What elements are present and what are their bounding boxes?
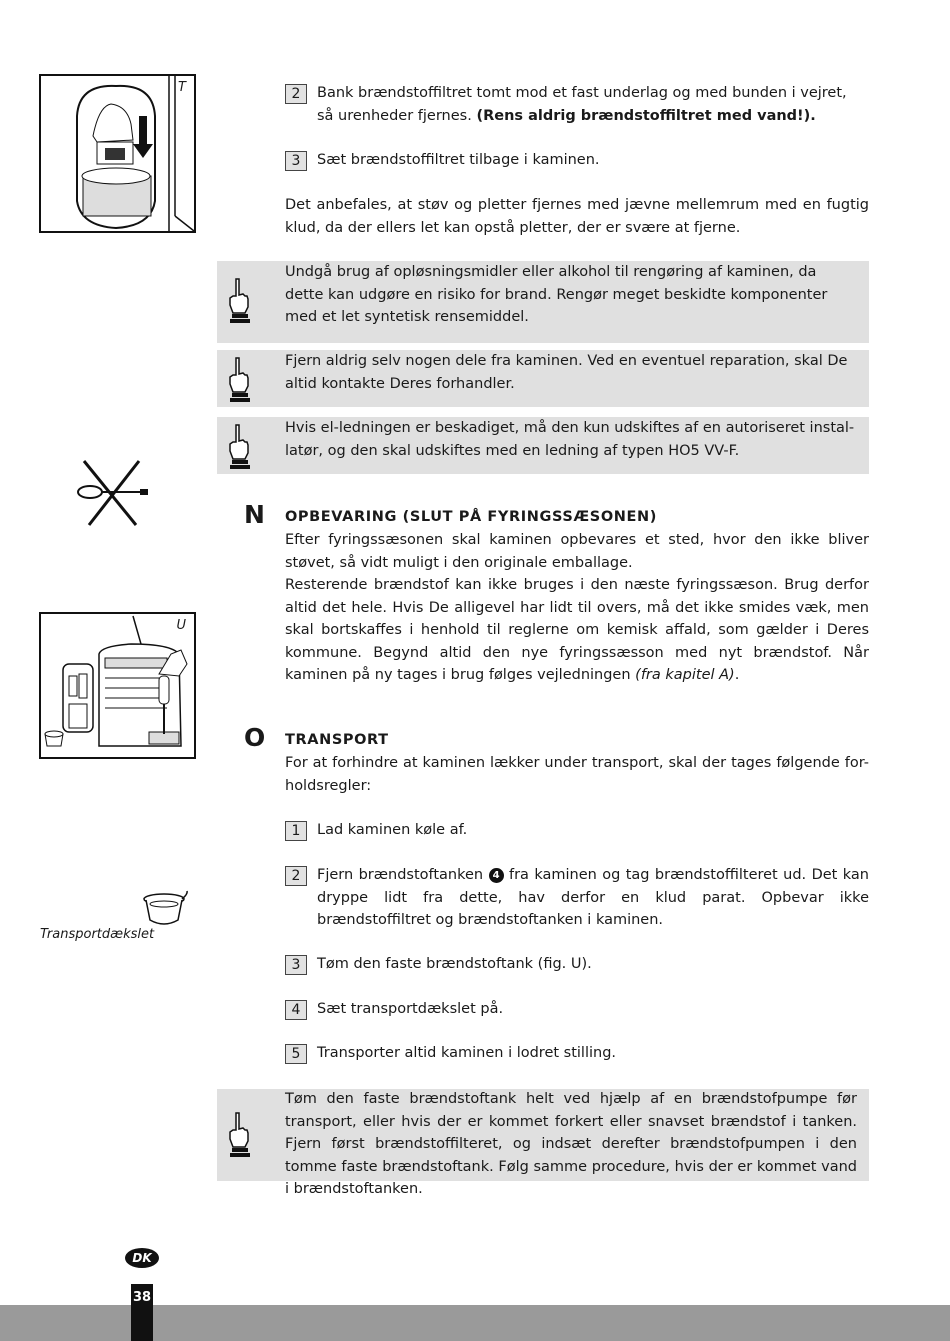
pointing-hand-icon xyxy=(223,1111,253,1159)
step-number: 4 xyxy=(285,1000,307,1020)
paragraph-end: . xyxy=(734,667,740,683)
tank-number-badge: 4 xyxy=(489,868,504,883)
warning-box xyxy=(217,1089,869,1197)
section-paragraph xyxy=(285,574,869,687)
step-text: Lad kaminen køle af. xyxy=(317,822,468,838)
warning-text: Fjern aldrig selv nogen dele fra kaminen. Ved en eventuel reparation, skal De altid kontakte Deres forhandler. xyxy=(285,353,848,392)
pointing-hand-icon xyxy=(223,423,253,471)
section-paragraph: For at forhindre at kaminen lækker under transport, skal der tages følgende for-holdsregler: xyxy=(285,755,869,794)
paragraph-dust: Det anbefales, at støv og pletter fjernes med jævne mellemrum med en fugtig klud, da der ellers let kan opstå pletter, der er svære at fjerne. xyxy=(285,197,869,236)
step-text-part: Fjern brændstoftanken xyxy=(317,867,489,883)
section-paragraph: Efter fyringssæsonen skal kaminen opbevares et sted, hvor den ikke bliver støvet, så vidt muligt i den originale emballage. xyxy=(285,532,869,571)
step-line-1: Bank brændstoffiltret tomt mod et fast underlag og med bunden i vejret, xyxy=(317,85,847,101)
tank-emptying-illustration xyxy=(41,614,194,757)
filter-tapping-illustration xyxy=(41,76,194,231)
section-letter: N xyxy=(244,500,265,529)
figure-label: T xyxy=(178,80,186,95)
no-screwdriver-icon xyxy=(74,458,154,528)
warning-box xyxy=(217,261,869,343)
warning-text: Hvis el-ledningen er beskadiget, må den kun udskiftes af en autoriseret instal-latør, og den skal udskiftes med en ledning af typen HO5 VV-F. xyxy=(285,420,855,459)
step-text: Sæt brændstoffiltret tilbage i kaminen. xyxy=(317,152,600,168)
figure-label: U xyxy=(176,618,186,633)
warning-box xyxy=(217,417,869,474)
figure-t xyxy=(39,74,196,233)
pointing-hand-icon xyxy=(223,356,253,404)
step-warning-bold: (Rens aldrig brændstoffiltret med vand!). xyxy=(476,107,816,124)
section-title: OPBEVARING (SLUT PÅ FYRINGSSÆSONEN) xyxy=(285,509,657,525)
step-number: 1 xyxy=(285,821,307,841)
paragraph-text: Resterende brændstof kan ikke bruges i den næste fyringssæson. Brug derfor altid det hele. Hvis De alligevel har lidt til overs, må det ikke smides væk, men skal bortskaffes i henhold til reglerne om kemisk affald, som gælder i Deres kommune. Begynd altid den nye fyringssæsson med nyt brændstof. Når kaminen på ny tages i brug følges vejledningen xyxy=(285,577,869,683)
step-number: 2 xyxy=(285,84,307,104)
language-badge: DK xyxy=(125,1248,159,1268)
step-text: Sæt transportdækslet på. xyxy=(317,1001,504,1017)
section-letter: O xyxy=(244,723,266,752)
figure-u xyxy=(39,612,196,759)
step-number: 2 xyxy=(285,866,307,886)
transport-cover-illustration xyxy=(142,890,192,930)
step-text-part: fra kaminen og tag brændstoffilteret ud. Det kan dryppe lidt fra dette, hav derfor en klud parat. Opbevar ikke brændstoffiltret og brændstoftanken i kaminen. xyxy=(317,867,869,928)
warning-text: Undgå brug af opløsningsmidler eller alkohol til rengøring af kaminen, da dette kan udgøre en risiko for brand. Rengør meget beskidte komponenter med et let syntetisk rensemiddel. xyxy=(285,264,828,325)
step-number: 3 xyxy=(285,151,307,171)
warning-text: Tøm den faste brændstoftank helt ved hjælp af en brændstofpumpe før transport, eller hvis der er kommet forkert eller snavset brændstof i tanken. Fjern først brændstoffilteret, og indsæt derefter brændstofpumpen i den tomme faste brændstoftank. Følg samme procedure, hvis der er kommet vand i brændstoftanken. xyxy=(285,1091,857,1197)
warning-box xyxy=(217,350,869,407)
step-text: Transporter altid kaminen i lodret stilling. xyxy=(317,1045,617,1061)
step-text xyxy=(317,864,869,932)
step-text xyxy=(317,82,869,127)
chapter-reference: (fra kapitel A) xyxy=(635,667,735,683)
pointing-hand-icon xyxy=(223,277,253,325)
step-line-2: så urenheder fjernes. xyxy=(317,107,477,124)
step-number: 5 xyxy=(285,1044,307,1064)
transport-cover-label: Transportdækslet xyxy=(40,927,155,942)
section-title: TRANSPORT xyxy=(285,732,389,748)
step-number: 3 xyxy=(285,955,307,975)
page-number: 38 xyxy=(132,1290,152,1305)
step-text: Tøm den faste brændstoftank (fig. U). xyxy=(317,956,592,972)
